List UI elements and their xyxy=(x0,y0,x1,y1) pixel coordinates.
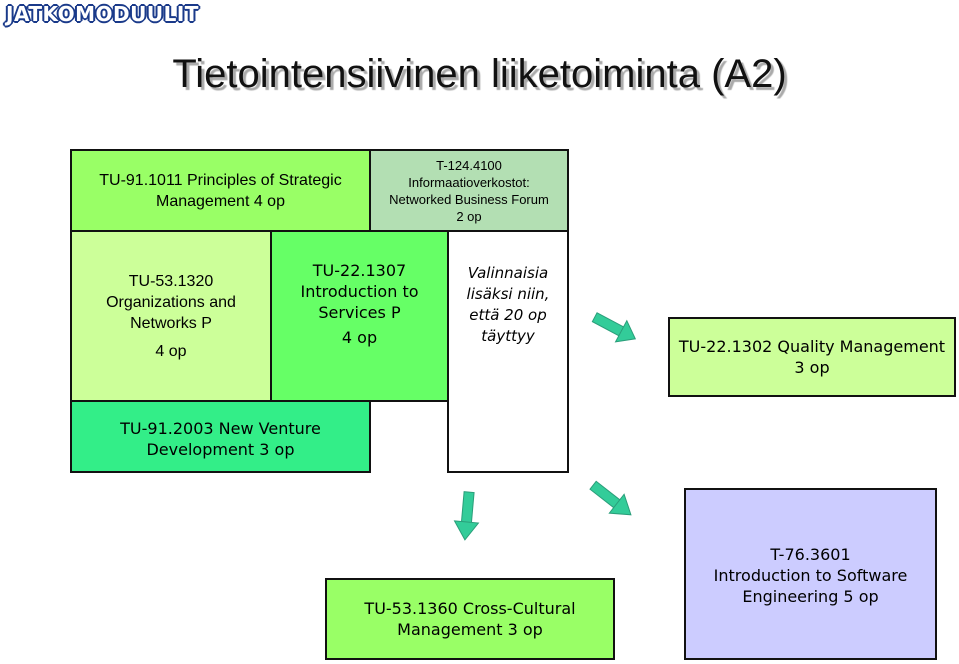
course-code: TU-53.1360 Cross-Cultural xyxy=(364,599,576,618)
arrow-down-icon xyxy=(452,488,482,544)
note-text: täyttyy xyxy=(481,327,535,345)
course-box-software xyxy=(684,488,937,660)
course-code: T-124.4100 xyxy=(436,157,502,173)
course-name: Services P xyxy=(318,303,401,322)
course-code: TU-91.2003 New Venture xyxy=(120,419,321,438)
course-box-strategic xyxy=(70,149,371,232)
course-code: TU-22.1302 Quality Management xyxy=(678,337,946,356)
course-credits: 2 op xyxy=(456,208,482,224)
course-box-quality xyxy=(668,317,956,397)
course-code: T-76.3601 xyxy=(770,545,851,564)
course-box-networked-forum xyxy=(369,149,569,232)
course-credits: 3 op xyxy=(794,358,830,377)
course-credits: 4 op xyxy=(341,328,378,347)
course-box-venture xyxy=(70,400,371,473)
course-code: TU-53.1320 xyxy=(128,272,214,290)
elective-note-box xyxy=(447,230,569,473)
page-title: Tietointensiivinen liiketoiminta (A2) xyxy=(172,52,787,96)
course-credits: Development 3 op xyxy=(146,440,295,459)
course-credits: Management 3 op xyxy=(397,620,543,639)
course-box-services xyxy=(270,230,449,402)
course-box-cross-cultural xyxy=(325,578,615,660)
course-name: Informaatioverkostot: xyxy=(408,174,530,190)
arrow-right-down-icon xyxy=(588,308,642,348)
course-box-organizations xyxy=(70,230,272,402)
course-code: TU-22.1307 xyxy=(312,261,407,280)
course-name: Networked Business Forum xyxy=(389,191,549,207)
note-text: lisäksi niin, xyxy=(466,285,550,303)
course-code: TU-91.1011 Principles of Strategic xyxy=(99,171,342,189)
arrow-diagonal-down-icon xyxy=(584,476,640,524)
course-credits: Engineering 5 op xyxy=(742,587,879,606)
note-text: Valinnaisia xyxy=(467,264,549,282)
course-name: Introduction to Software xyxy=(713,566,908,585)
section-header: JATKOMODUULIT xyxy=(6,2,199,26)
course-credits: 4 op xyxy=(155,342,187,360)
course-credits: Management 4 op xyxy=(156,192,285,210)
course-name: Introduction to xyxy=(300,282,419,301)
note-text: että 20 op xyxy=(469,306,547,324)
course-name: Organizations and xyxy=(106,293,236,311)
course-name: Networks P xyxy=(130,314,212,332)
